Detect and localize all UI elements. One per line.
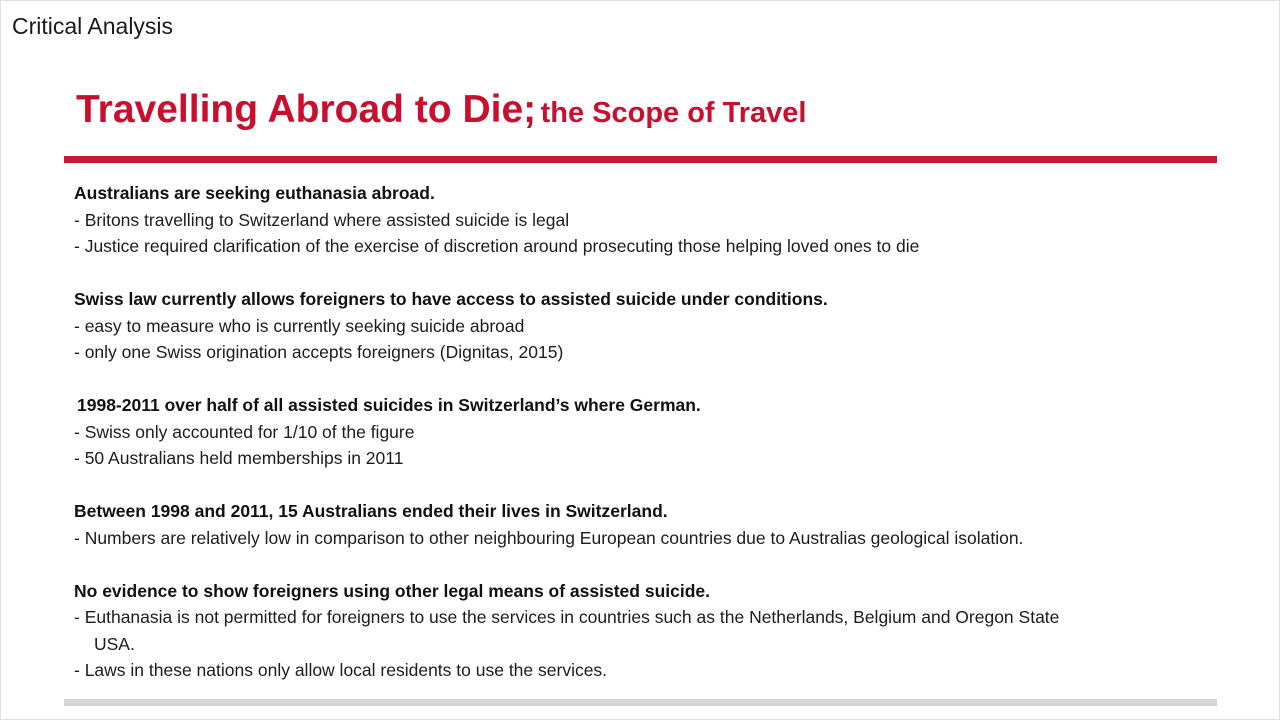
title-divider: [64, 156, 1217, 163]
window-title: Critical Analysis: [12, 13, 174, 39]
bullet-item: - easy to measure who is currently seeking suicide abroad: [74, 315, 525, 336]
bullet-item: - Laws in these nations only allow local residents to use the services.: [74, 660, 608, 680]
bullet-item: - Britons travelling to Switzerland where assisted suicide is legal: [74, 209, 570, 230]
section-heading: 1998-2011 over half of all assisted suicides in Switzerland’s where German.: [77, 395, 701, 415]
bullet-item: - Swiss only accounted for 1/10 of the figure: [74, 421, 415, 442]
bullet-item: - Numbers are relatively low in comparison to other neighbouring European countries due to Australias geological isolation.: [74, 527, 1024, 548]
bullet-item: - only one Swiss origination accepts foreigners (Dignitas, 2015): [74, 342, 564, 362]
slide-title: [76, 88, 807, 132]
section-heading: Australians are seeking euthanasia abroad.: [74, 183, 435, 203]
section-swiss-law: [74, 286, 1214, 366]
footer-divider: [64, 699, 1217, 706]
bullet-item: [74, 604, 1214, 657]
section-heading: Swiss law currently allows foreigners to have access to assisted suicide under conditions.: [74, 289, 828, 309]
bullet-item: - 50 Australians held memberships in 2011: [74, 448, 404, 468]
slide-title-main: Travelling Abroad to Die;: [76, 88, 537, 131]
section-heading: No evidence to show foreigners using other legal means of assisted suicide.: [74, 580, 710, 601]
bullet-text-continuation: USA.: [94, 633, 135, 654]
bullet-text: - Euthanasia is not permitted for foreigners to use the services in countries such as the Netherlands, Belgium and Oregon State: [74, 607, 1060, 627]
section-german-statistics: [74, 392, 1214, 472]
section-australian-deaths: [74, 498, 1214, 551]
section-other-legal-means: [74, 578, 1214, 684]
slide-title-sub: the Scope of Travel: [540, 97, 807, 129]
section-australians-abroad: [74, 180, 1214, 260]
slide-body: [74, 180, 1214, 710]
bullet-item: - Justice required clarification of the exercise of discretion around prosecuting those helping loved ones to die: [74, 236, 920, 256]
section-heading: Between 1998 and 2011, 15 Australians ended their lives in Switzerland.: [74, 501, 668, 521]
